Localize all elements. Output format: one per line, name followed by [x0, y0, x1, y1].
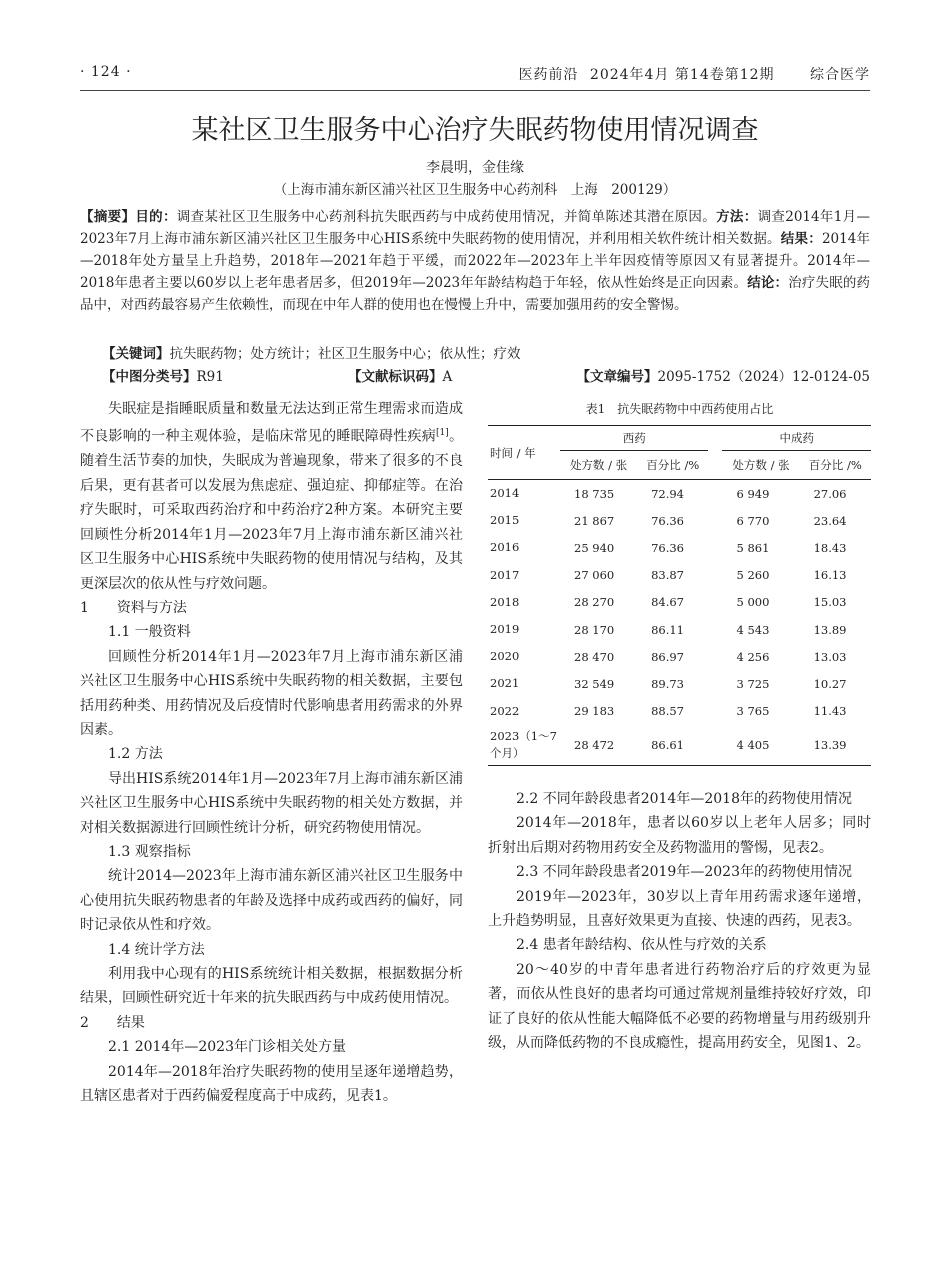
paragraph: 回顾性分析2014年1月—2023年7月上海市浦东新区浦兴社区卫生服务中心HIS系统中失眠药物的相关数据，主要包括用药种类、用药情况及后疫情时代影响患者用药需求的外界因素。: [80, 648, 463, 738]
keywords: [80, 342, 870, 362]
chinese-pct-cell: 10.27: [813, 676, 847, 691]
paragraph: 2014年—2018年治疗失眠药物的使用呈逐年递增趋势，且辖区患者对于西药偏爱程度高于中成药，见表1。: [80, 1063, 463, 1105]
western-pct-cell: 89.73: [651, 676, 685, 691]
subsection-heading: 1.2 方法: [108, 746, 163, 763]
intro-text-a: 失眠症是指睡眠质量和数量无法达到正常生理需求而造成不良影响的一种主观体验，是临床常见的睡眠障碍性疾病: [80, 401, 463, 446]
table-row: [488, 670, 871, 697]
chinese-count-cell: 4 405: [736, 737, 770, 752]
table-caption: 表1 抗失眠药物中中西药使用占比: [585, 402, 774, 416]
chinese-pct-cell: 13.03: [813, 649, 847, 664]
article-value: 2095-1752（2024）12-0124-05: [657, 369, 870, 385]
western-count-cell: 28 472: [574, 737, 615, 752]
subsection-heading: 1.4 统计学方法: [108, 941, 205, 958]
year-cell: 2014: [490, 486, 520, 501]
objective-text: 调查某社区卫生服务中心药剂科抗失眠西药与中成药使用情况，并简单陈述其潜在原因。: [176, 209, 717, 225]
chinese-pct-cell: 18.43: [813, 540, 847, 555]
western-pct-header: 百分比 /%: [646, 458, 700, 472]
methods-label: 方法：: [716, 209, 758, 225]
chinese-count-cell: 5 861: [736, 540, 770, 555]
journal-info: [512, 64, 870, 84]
western-count-cell: 21 867: [574, 513, 615, 528]
intro-text-b: 。随着生活节奏的加快，失眠成为普遍现象，带来了很多的不良后果，更有甚者可以发展为焦虑症、强迫症、抑郁症等。在治疗失眠时，可采取西药治疗和中药治疗2种方案。本研究主要回顾性分析2014年1月—2023年7月上海市浦东新区浦兴社区卫生服务中心HIS系统中失眠药物的使用情况与结构，及其更深层次的依从性与疗效问题。: [80, 429, 464, 592]
article-title: 某社区卫生服务中心治疗失眠药物使用情况调查: [191, 115, 759, 146]
western-count-cell: 29 183: [574, 704, 615, 719]
chinese-count-cell: 3 725: [736, 676, 770, 691]
paragraph: 20～40岁的中青年患者进行药物治疗后的疗效更为显著，而依从性良好的患者均可通过常规剂量维持较好疗效，印证了良好的依从性能大幅降低不必要的药物增量与用药级别升级，从而降低药物的不良成瘾性，提高用药安全，见图1、2。: [488, 961, 871, 1052]
year-cell: 2015: [490, 513, 520, 528]
authors: 李晨明，金佳缘: [426, 160, 524, 176]
chinese-pct-cell: 16.13: [813, 568, 847, 583]
western-group-header: 西药: [560, 426, 708, 451]
results-text: 2014年—2018年处方量呈上升趋势，2018年—2021年趋于平缓，而2022年—2023年上半年因疫情等原因又有显著提升。2014年—2018年患者主要以60岁以上老年患者居多，但2019年—2023年年龄结构趋于年轻，依从性始终是正向因素。: [80, 231, 871, 291]
western-pct-cell: 76.36: [651, 513, 685, 528]
subsection-heading: 2.3 不同年龄段患者2019年—2023年的药物使用情况: [516, 864, 852, 881]
results-label: 结果：: [780, 231, 822, 247]
western-count-header: 处方数 / 张: [569, 458, 628, 472]
abstract: [80, 206, 870, 316]
table-row: [488, 534, 871, 561]
clc-code: [102, 365, 224, 385]
western-pct-cell: 86.11: [651, 622, 685, 637]
western-pct-cell: 86.61: [651, 737, 685, 752]
right-column: [488, 787, 871, 1055]
section-2-title: 结果: [116, 1014, 145, 1031]
chinese-count-cell: 5 000: [736, 595, 770, 610]
western-count-cell: 27 060: [574, 568, 615, 583]
western-count-cell: 28 170: [574, 622, 615, 637]
section-1-heading: [80, 596, 463, 620]
paragraph: 利用我中心现有的HIS系统统计相关数据，根据数据分析结果，回顾性研究近十年来的抗失眠西药与中成药使用情况。: [80, 966, 463, 1007]
classification-line: [80, 365, 870, 385]
conclusion-text: 治疗失眠的药品中，对西药最容易产生依赖性，而现在中年人群的使用也在慢慢上升中，需要加强用药的安全警惕。: [80, 275, 871, 313]
page-number: · 124 ·: [80, 64, 132, 80]
chinese-pct-cell: 11.43: [813, 704, 847, 719]
doc-value: A: [442, 369, 453, 385]
section-1-title: 资料与方法: [116, 599, 187, 616]
paragraph: 导出HIS系统2014年1月—2023年7月上海市浦东新区浦兴社区卫生服务中心HIS系统中失眠药物的相关处方数据，并对相关数据源进行回顾性统计分析，研究药物使用情况。: [80, 770, 463, 836]
table-row: [488, 698, 871, 725]
intro-paragraph: [80, 397, 463, 596]
western-count-cell: 28 270: [574, 595, 615, 610]
western-pct-cell: 88.57: [651, 704, 685, 719]
chinese-count-cell: 5 260: [736, 568, 770, 583]
chinese-count-cell: 6 949: [736, 486, 770, 501]
conclusion-label: 结论：: [747, 275, 789, 291]
subsection-heading: 1.3 观察指标: [108, 843, 191, 860]
table-row: [488, 616, 871, 643]
chinese-count-cell: 4 543: [736, 622, 770, 637]
clc-label: 【中图分类号】: [102, 369, 197, 385]
left-column: [80, 397, 463, 1108]
western-count-cell: 28 470: [574, 649, 615, 664]
col-time-header: 时间 / 年: [490, 445, 536, 460]
western-pct-cell: 72.94: [651, 486, 685, 501]
keywords-text: 抗失眠药物；处方统计；社区卫生服务中心；依从性；疗效: [169, 346, 521, 362]
section-1-number: 1: [80, 599, 89, 616]
paragraph: 2014年—2018年，患者以60岁以上老年人居多；同时折射出后期对药物用药安全及药物滥用的警惕，见表2。: [488, 815, 871, 856]
doc-code: [348, 365, 452, 385]
subsection-heading: 2.1 2014年—2023年门诊相关处方量: [108, 1039, 346, 1056]
section-2-heading: [80, 1011, 463, 1035]
keywords-label: 【关键词】: [102, 346, 170, 362]
year-cell: 2022: [490, 703, 520, 718]
paragraph: 统计2014—2023年上海市浦东新区浦兴社区卫生服务中心使用抗失眠药物患者的年龄及选择中成药或西药的偏好，同时记录依从性和疗效。: [80, 868, 463, 934]
year-cell: 2018: [490, 594, 520, 609]
chinese-count-cell: 3 765: [736, 704, 770, 719]
western-pct-cell: 86.97: [651, 649, 685, 664]
chinese-pct-cell: 15.03: [813, 595, 847, 610]
chinese-pct-cell: 23.64: [813, 513, 847, 528]
year-cell: 2016: [490, 540, 520, 555]
table-row: [488, 725, 871, 766]
chinese-count-header: 处方数 / 张: [732, 458, 790, 472]
year-cell: 2020: [490, 649, 520, 664]
chinese-pct-cell: 13.89: [813, 622, 847, 637]
table-row: [488, 562, 871, 589]
article-label: 【文章编号】: [576, 369, 658, 385]
running-header: [80, 60, 870, 91]
article-code: [577, 365, 870, 385]
chinese-count-cell: 4 256: [736, 649, 770, 664]
western-count-cell: 18 735: [574, 486, 615, 501]
subsection-heading: 2.4 患者年龄结构、依从性与疗效的关系: [516, 937, 767, 954]
doc-label: 【文献标识码】: [348, 369, 443, 385]
year-cell: 2023（1～7个月）: [490, 728, 557, 760]
table-row: [488, 589, 871, 616]
objective-label: 目的：: [135, 209, 177, 225]
chinese-pct-cell: 13.39: [813, 737, 847, 752]
subsection-heading: 1.1 一般资料: [108, 624, 191, 641]
western-pct-cell: 84.67: [651, 595, 685, 610]
journal-issue: 2024年4月 第14卷第12期: [589, 67, 775, 83]
methods-text: 调查2014年1月—2023年7月上海市浦东新区浦兴社区卫生服务中心HIS系统中失眠药物的使用情况，并利用相关软件统计相关数据。: [80, 209, 870, 247]
western-pct-cell: 76.36: [651, 540, 685, 555]
abstract-label: 【摘要】: [80, 209, 136, 225]
western-count-cell: 25 940: [574, 540, 615, 555]
chinese-pct-cell: 27.06: [813, 486, 847, 501]
clc-value: R91: [196, 369, 224, 385]
journal-name: 医药前沿: [518, 67, 579, 83]
affiliation: （上海市浦东新区浦兴社区卫生服务中心药剂科 上海 200129）: [273, 182, 677, 198]
table-row: [488, 643, 871, 670]
journal-section: 综合医学: [810, 67, 870, 83]
chinese-count-cell: 6 770: [736, 513, 770, 528]
western-pct-cell: 83.87: [651, 568, 685, 583]
chinese-pct-header: 百分比 /%: [808, 458, 862, 472]
data-table: [488, 425, 871, 766]
section-2-number: 2: [80, 1014, 89, 1031]
year-cell: 2021: [490, 676, 520, 691]
chinese-group-header: 中成药: [722, 426, 871, 451]
year-cell: 2019: [490, 622, 520, 637]
table-row: [488, 480, 871, 508]
subsection-heading: 2.2 不同年龄段患者2014年—2018年的药物使用情况: [516, 791, 852, 807]
table-1: [488, 400, 871, 766]
western-count-cell: 32 549: [574, 676, 615, 691]
year-cell: 2017: [490, 567, 520, 582]
citation: [1]: [436, 428, 449, 439]
table-row: [488, 507, 871, 534]
paragraph: 2019年—2023年，30岁以上青年用药需求逐年递增，上升趋势明显，且喜好效果更为直接、快速的西药，见表3。: [488, 888, 871, 930]
